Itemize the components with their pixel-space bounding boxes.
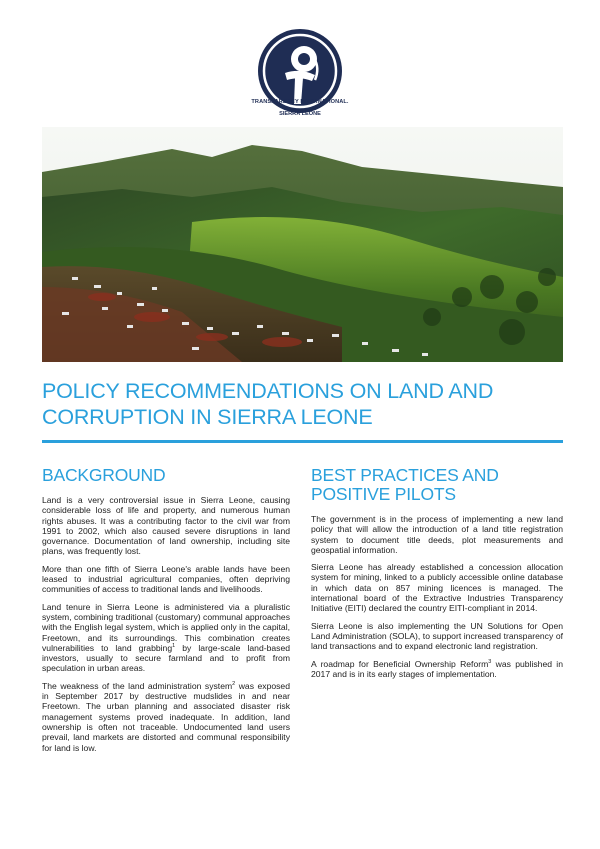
logo-org-name: TRANSPARENCY INTERNATIONAL. [251,99,349,105]
paragraph-text: Land tenure in Sierra Leone is administered via a pluralistic system, combining traditional (customary) communal approaches with the English legal system, which is applied only in the capital, Freetown, and its surroundings. This combination creates vulnerabilities to land grabbing [42,601,290,653]
best-practices-paragraph: The government is in the process of implementing a new land policy that will allow the introduction of a land title registration system to document title deeds, plot measurements and geospatial information. [311,514,563,555]
footnote-ref: 1 [172,643,176,649]
landscape-illustration [42,127,563,362]
paragraph-text: was exposed in September 2017 by destructive mudslides in and near Freetown. The urban planning and associated disaster risk management systems proved inadequate. In addition, land ownership is often not traceable. Undocumented land users prevail, land markets are distorted and communal responsibility for land is low. [42,680,290,753]
hero-landscape-photo [42,127,563,362]
footnote-ref: 3 [488,658,492,665]
logo-chapter-name: SIERRA LEONE [279,111,321,117]
paragraph-text: The weakness of the land administration system [42,680,233,691]
background-paragraph: More than one fifth of Sierra Leone's arable lands have been leased to industrial agricultural companies, often depriving communities of access to traditional lands and livelihoods. [42,563,290,595]
best-practices-heading: BEST PRACTICES AND POSITIVE PILOTS [311,465,499,504]
paragraph-text: was published in 2017 and is in its early stages of implementation. [311,658,563,679]
paragraph-text: A roadmap for Beneficial Ownership Reform [311,658,489,669]
background-paragraph [42,681,290,753]
title-divider [42,440,563,443]
best-practices-section [311,466,563,686]
background-section [42,466,290,760]
paragraph-text: by large-scale land-based investors, usually to secure farmland and to profit from speculation in urban areas. [42,642,291,674]
footnote-ref: 2 [232,680,236,687]
best-practices-paragraph: Sierra Leone is also implementing the UN Solutions for Open Land Administration (SOLA), to support increased transparency of land transactions and to expand electronic land registration. [311,620,563,652]
background-paragraph [42,602,290,674]
best-practices-paragraph [311,659,563,680]
background-heading: BACKGROUND [42,465,166,485]
page-title: POLICY RECOMMENDATIONS ON LAND AND CORRUPTION IN SIERRA LEONE [42,379,494,429]
background-paragraph: Land is a very controversial issue in Sierra Leone, causing considerable loss of life and property, and numerous human rights abuses. It was a contributing factor to the civil war from 1991 to 2002, which also caused severe disruptions in land governance. Documentation of land ownership, including site plans, was frequently lost. [42,495,290,557]
best-practices-paragraph: Sierra Leone has already established a concession allocation system for mining, linked to a publicly accessible online database in which data on 857 mining licences is managed. The international board of the Extractive Industries Transparency Initiative (EITI) declared the country EITI-compliant in 2014. [311,562,563,614]
